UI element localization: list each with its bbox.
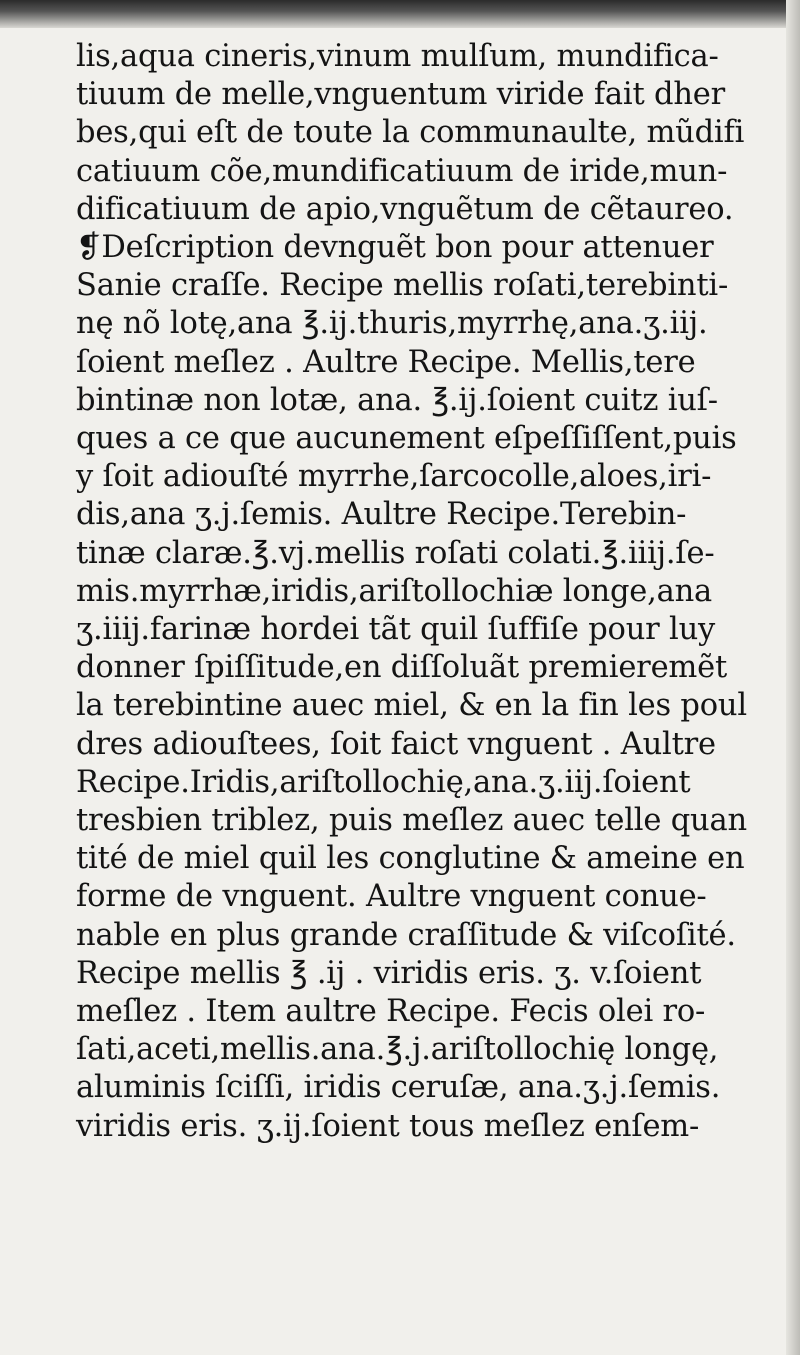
text-line: dres adiouſtees, ſoit faict vnguent . Aultre: [76, 726, 716, 762]
page-text-block: [76, 38, 766, 1146]
text-line: forme de vnguent. Aultre vnguent conue-: [76, 879, 707, 915]
text-line: donner ſpiſſitude,en diſſoluãt premieremẽt: [76, 650, 728, 686]
text-line: tinæ claræ.℥.vj.mellis roſati colati.℥.iiij.ſe-: [76, 535, 715, 571]
text-line: bintinæ non lotæ, ana. ℥.ij.ſoient cuitz iuſ-: [76, 382, 718, 418]
text-line: ques a ce que aucunement eſpeſſiſſent,puis: [76, 421, 737, 457]
text-line: lis,aqua cineris,vinum mulſum, mundifica-: [76, 39, 719, 74]
text-line: Recipe mellis ℥ .ij . viridis eris. ʒ. v.ſoient: [76, 955, 702, 991]
text-line: la terebintine auec miel, & en la fin les poul: [76, 688, 747, 724]
text-line: catiuum cõe,mundificatiuum de iride,mun-: [76, 153, 728, 189]
page-top-shadow: [0, 0, 800, 28]
text-line: meſlez . Item aultre Recipe. Fecis olei ro-: [76, 994, 706, 1030]
text-line: aluminis ſciſſi, iridis ceruſæ, ana.ʒ.j.ſemis.: [76, 1070, 721, 1106]
text-line: tiuum de melle,vnguentum viride fait dher: [76, 77, 726, 113]
text-line: ʒ.iiij.farinæ hordei tãt quil ſuffiſe pour luy: [76, 612, 716, 648]
text-line: nę nõ lotę,ana ℥.ij.thuris,myrrhę,ana.ʒ.iij.: [76, 306, 708, 342]
text-line: ſati,aceti,mellis.ana.℥.j.ariſtollochię longę,: [76, 1032, 719, 1068]
text-line: Sanie craſſe. Recipe mellis roſati,terebinti-: [76, 268, 729, 304]
text-line: dis,ana ʒ.j.ſemis. Aultre Recipe.Terebin-: [76, 497, 687, 533]
text-line: ❡Deſcription devnguẽt bon pour attenuer: [76, 230, 714, 266]
text-line: dificatiuum de apio,vnguẽtum de cẽtaureo.: [76, 191, 734, 227]
text-line: ſoient meſlez . Aultre Recipe. Mellis,tere: [76, 344, 696, 380]
text-line: bes,qui eſt de toute la communaulte, mũdifi: [76, 115, 745, 151]
text-line: viridis eris. ʒ.ij.ſoient tous meſlez enſem-: [76, 1108, 700, 1144]
text-line: tresbien triblez, puis meſlez auec telle quan: [76, 803, 747, 839]
text-line: mis.myrrhæ,iridis,ariſtollochiæ longe,ana: [76, 573, 713, 609]
text-line: tité de miel quil les conglutine & ameine en: [76, 841, 745, 877]
text-line: nable en plus grande craſſitude & viſcoſité.: [76, 917, 736, 953]
text-line: Recipe.Iridis,ariſtollochię,ana.ʒ.iij.ſoient: [76, 764, 691, 800]
page-right-edge: [786, 0, 800, 1355]
text-line: y ſoit adiouſté myrrhe,ſarcocolle,aloes,iri-: [76, 459, 712, 495]
